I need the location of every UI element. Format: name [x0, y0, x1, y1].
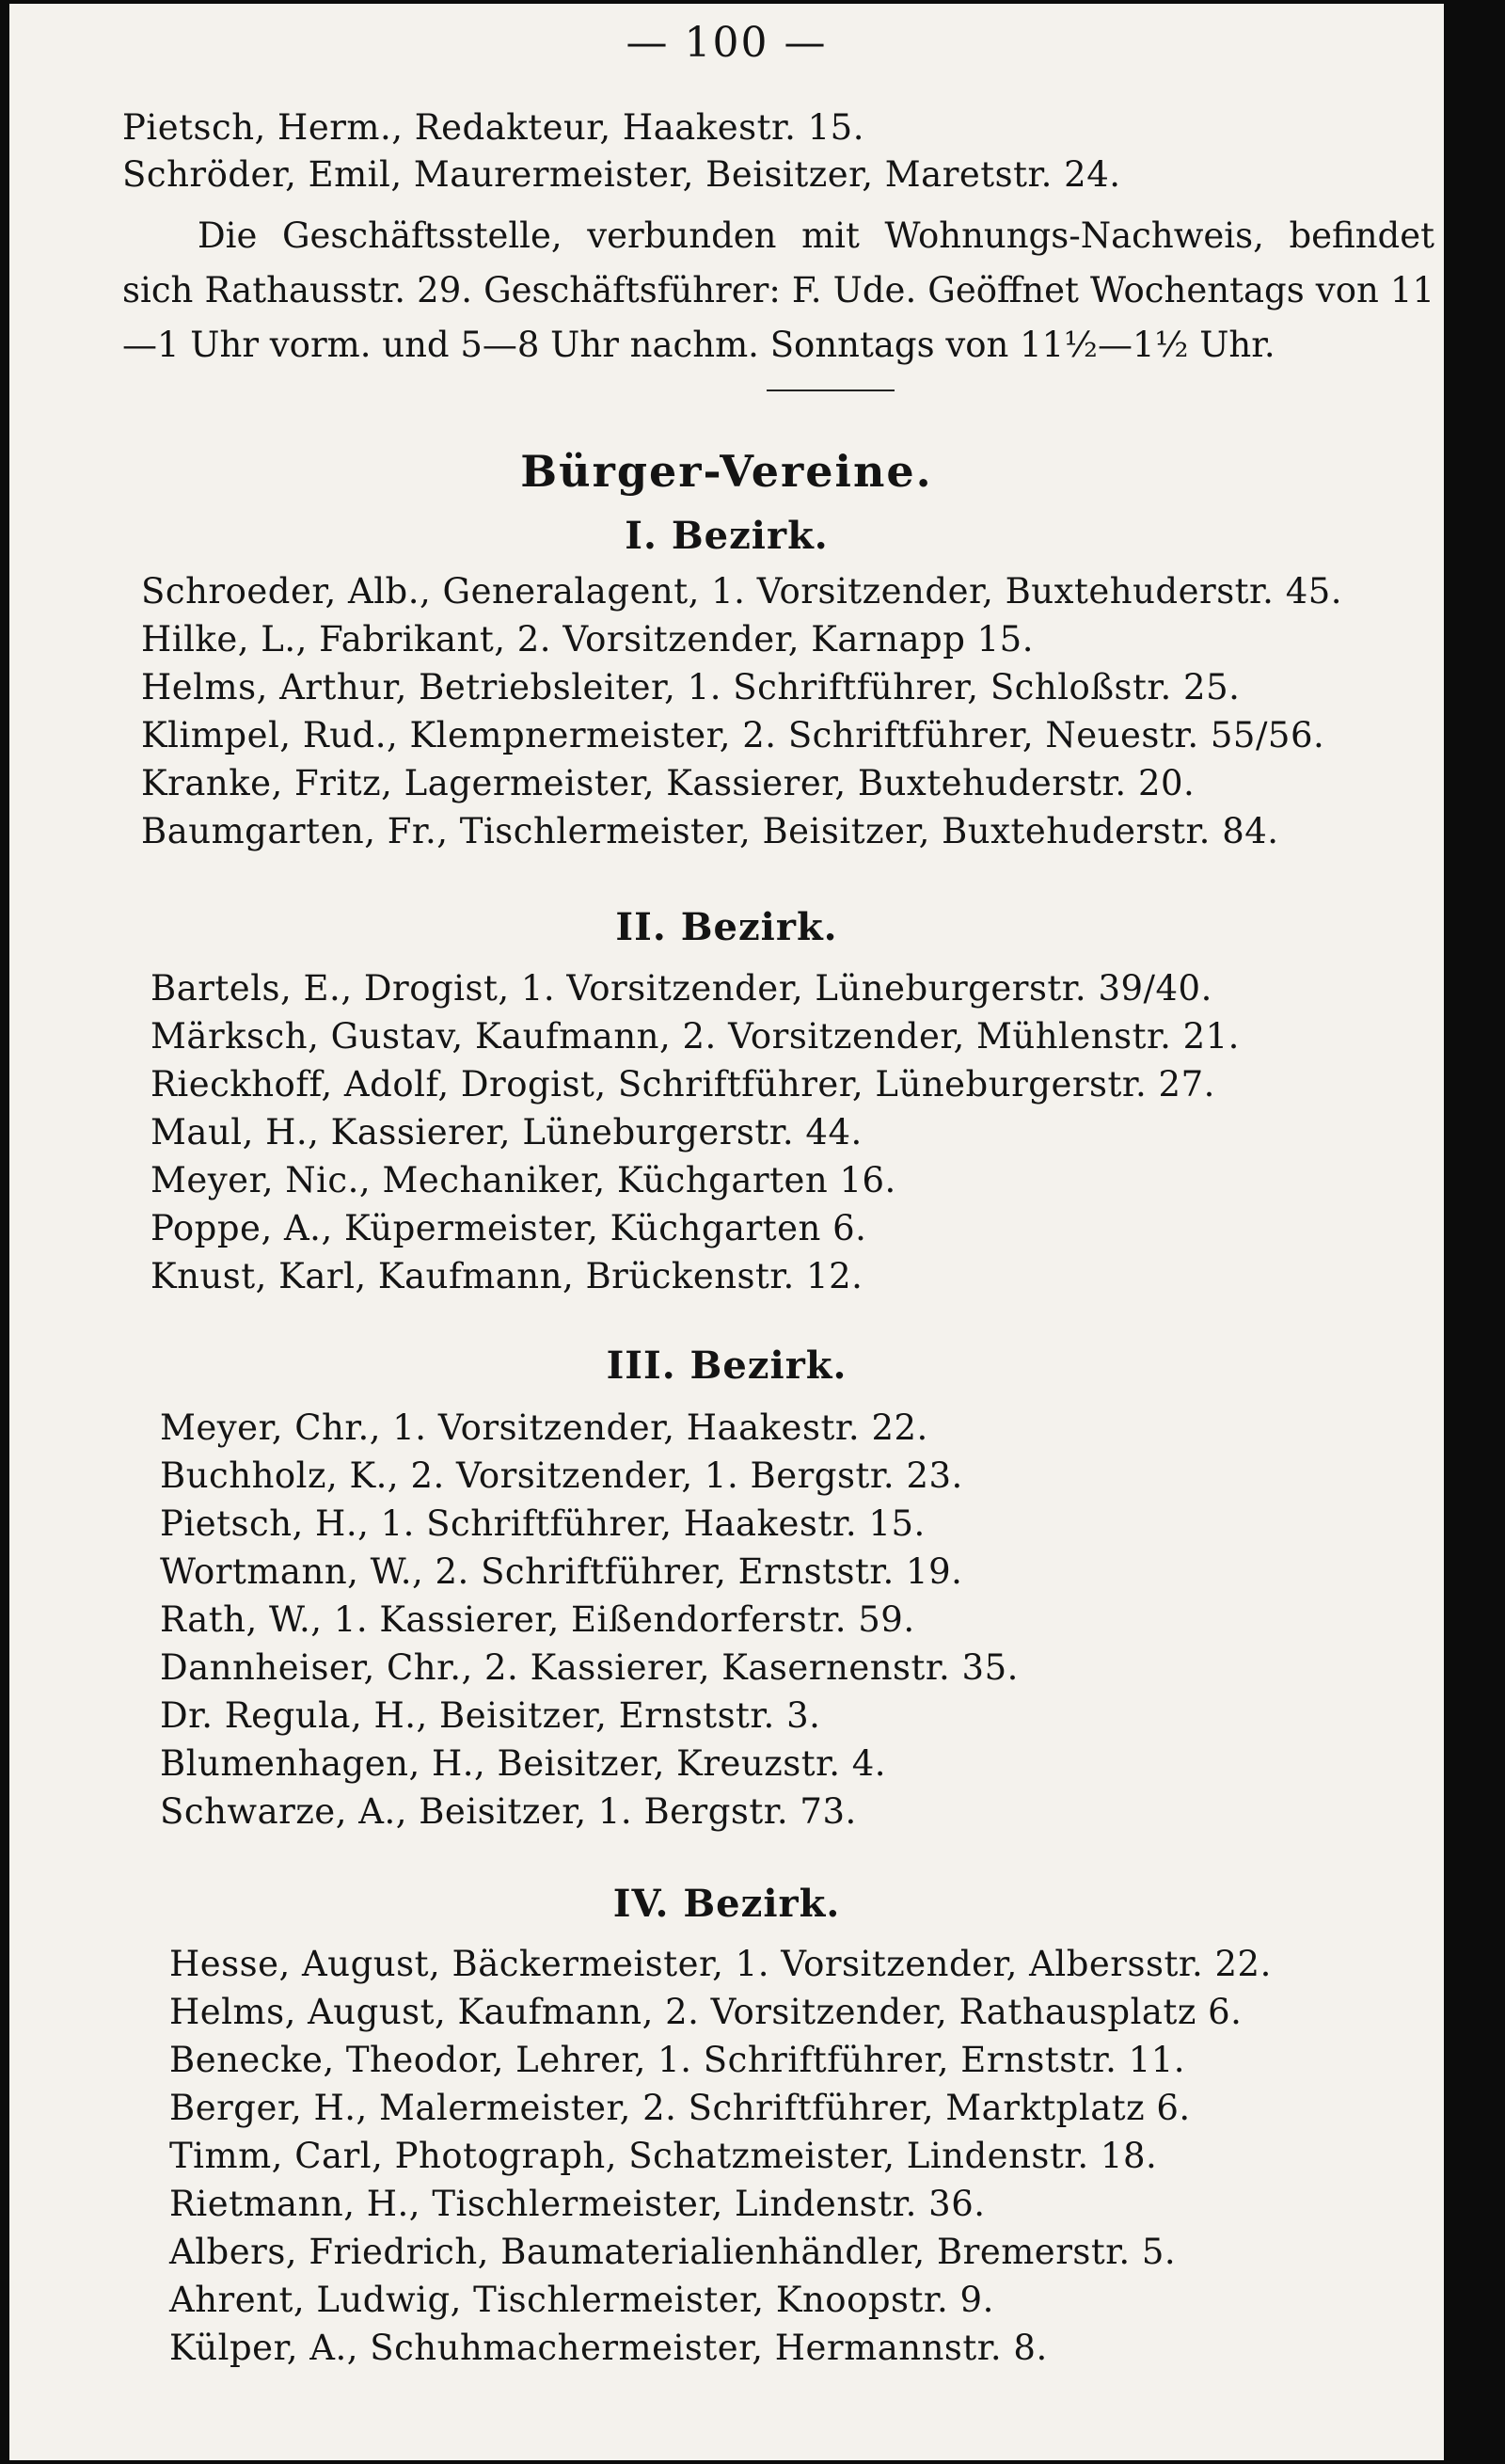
entry-line: Kranke, Fritz, Lagermeister, Kassierer, Buxtehuderstr. 20.: [141, 763, 1196, 803]
entry-line: Klimpel, Rud., Klempnermeister, 2. Schriftführer, Neuestr. 55/56.: [141, 715, 1325, 755]
entry-line: Rieckhoff, Adolf, Drogist, Schriftführer, Lüneburgerstr. 27.: [150, 1064, 1215, 1105]
entry-line: Pietsch, H., 1. Schriftführer, Haakestr. 15.: [160, 1503, 926, 1544]
entry-line: Albers, Friedrich, Baumaterialienhändler, Bremerstr. 5.: [169, 2232, 1177, 2272]
entry-line: Benecke, Theodor, Lehrer, 1. Schriftführer, Ernststr. 11.: [169, 2040, 1186, 2080]
entry-line: Buchholz, K., 2. Vorsitzender, 1. Bergstr. 23.: [160, 1455, 963, 1496]
entry-line: Pietsch, Herm., Redakteur, Haakestr. 15.: [122, 107, 864, 148]
section-title: Bürger-Vereine.: [520, 446, 933, 497]
entry-line: Hilke, L., Fabrikant, 2. Vorsitzender, Karnapp 15.: [141, 619, 1034, 660]
entry-line: Dannheiser, Chr., 2. Kassierer, Kasernenstr. 35.: [160, 1647, 1019, 1688]
entry-line: Rietmann, H., Tischlermeister, Lindenstr. 36.: [169, 2184, 986, 2224]
district-heading: IV. Bezirk.: [612, 1882, 841, 1926]
entry-line: Külper, A., Schuhmachermeister, Hermannstr. 8.: [169, 2328, 1048, 2368]
entry-line: Schroeder, Alb., Generalagent, 1. Vorsitzender, Buxtehuderstr. 45.: [141, 571, 1343, 612]
entry-line: Baumgarten, Fr., Tischlermeister, Beisitzer, Buxtehuderstr. 84.: [141, 811, 1279, 851]
district-heading: III. Bezirk.: [606, 1343, 848, 1388]
entry-line: Schröder, Emil, Maurermeister, Beisitzer, Maretstr. 24.: [122, 154, 1121, 195]
book-page: [9, 4, 1444, 2460]
entry-line: Märksch, Gustav, Kaufmann, 2. Vorsitzender, Mühlenstr. 21.: [150, 1016, 1240, 1057]
entry-line: Knust, Karl, Kaufmann, Brückenstr. 12.: [150, 1256, 863, 1296]
entry-line: Bartels, E., Drogist, 1. Vorsitzender, Lüneburgerstr. 39/40.: [150, 968, 1212, 1009]
page-number: — 100 —: [626, 19, 828, 67]
entry-line: Berger, H., Malermeister, 2. Schriftführer, Marktplatz 6.: [169, 2088, 1191, 2128]
entry-line: Schwarze, A., Beisitzer, 1. Bergstr. 73.: [160, 1791, 857, 1832]
entry-line: Ahrent, Ludwig, Tischlermeister, Knoopstr. 9.: [169, 2280, 994, 2320]
office-paragraph: Die Geschäftsstelle, verbunden mit Wohnungs-Nachweis, befindet sich Rathausstr. 29. Geschäftsführer: F. Ude. Geöffnet Wochentags von 11—1 Uhr vorm. und 5—8 Uhr nachm. Sonntags von 11½—1½ Uhr.: [122, 215, 1434, 365]
entry-line: Poppe, A., Küpermeister, Küchgarten 6.: [150, 1208, 867, 1248]
entry-line: Blumenhagen, H., Beisitzer, Kreuzstr. 4.: [160, 1743, 887, 1784]
entry-line: Timm, Carl, Photograph, Schatzmeister, Lindenstr. 18.: [169, 2136, 1158, 2176]
entry-line: Hesse, August, Bäckermeister, 1. Vorsitzender, Albersstr. 22.: [169, 1944, 1272, 1984]
section-divider: [767, 389, 895, 391]
entry-line: Wortmann, W., 2. Schriftführer, Ernststr. 19.: [160, 1551, 963, 1592]
entry-line: Helms, Arthur, Betriebsleiter, 1. Schriftführer, Schloßstr. 25.: [141, 667, 1241, 707]
entry-line: Dr. Regula, H., Beisitzer, Ernststr. 3.: [160, 1695, 821, 1736]
entry-line: Meyer, Nic., Mechaniker, Küchgarten 16.: [150, 1160, 896, 1200]
entry-line: Rath, W., 1. Kassierer, Eißendorferstr. 59.: [160, 1599, 915, 1640]
district-heading: I. Bezirk.: [625, 514, 829, 558]
entry-line: Helms, August, Kaufmann, 2. Vorsitzender, Rathausplatz 6.: [169, 1992, 1243, 2032]
district-heading: II. Bezirk.: [615, 905, 838, 949]
entry-line: Meyer, Chr., 1. Vorsitzender, Haakestr. 22.: [160, 1407, 928, 1448]
entry-line: Maul, H., Kassierer, Lüneburgerstr. 44.: [150, 1112, 863, 1153]
